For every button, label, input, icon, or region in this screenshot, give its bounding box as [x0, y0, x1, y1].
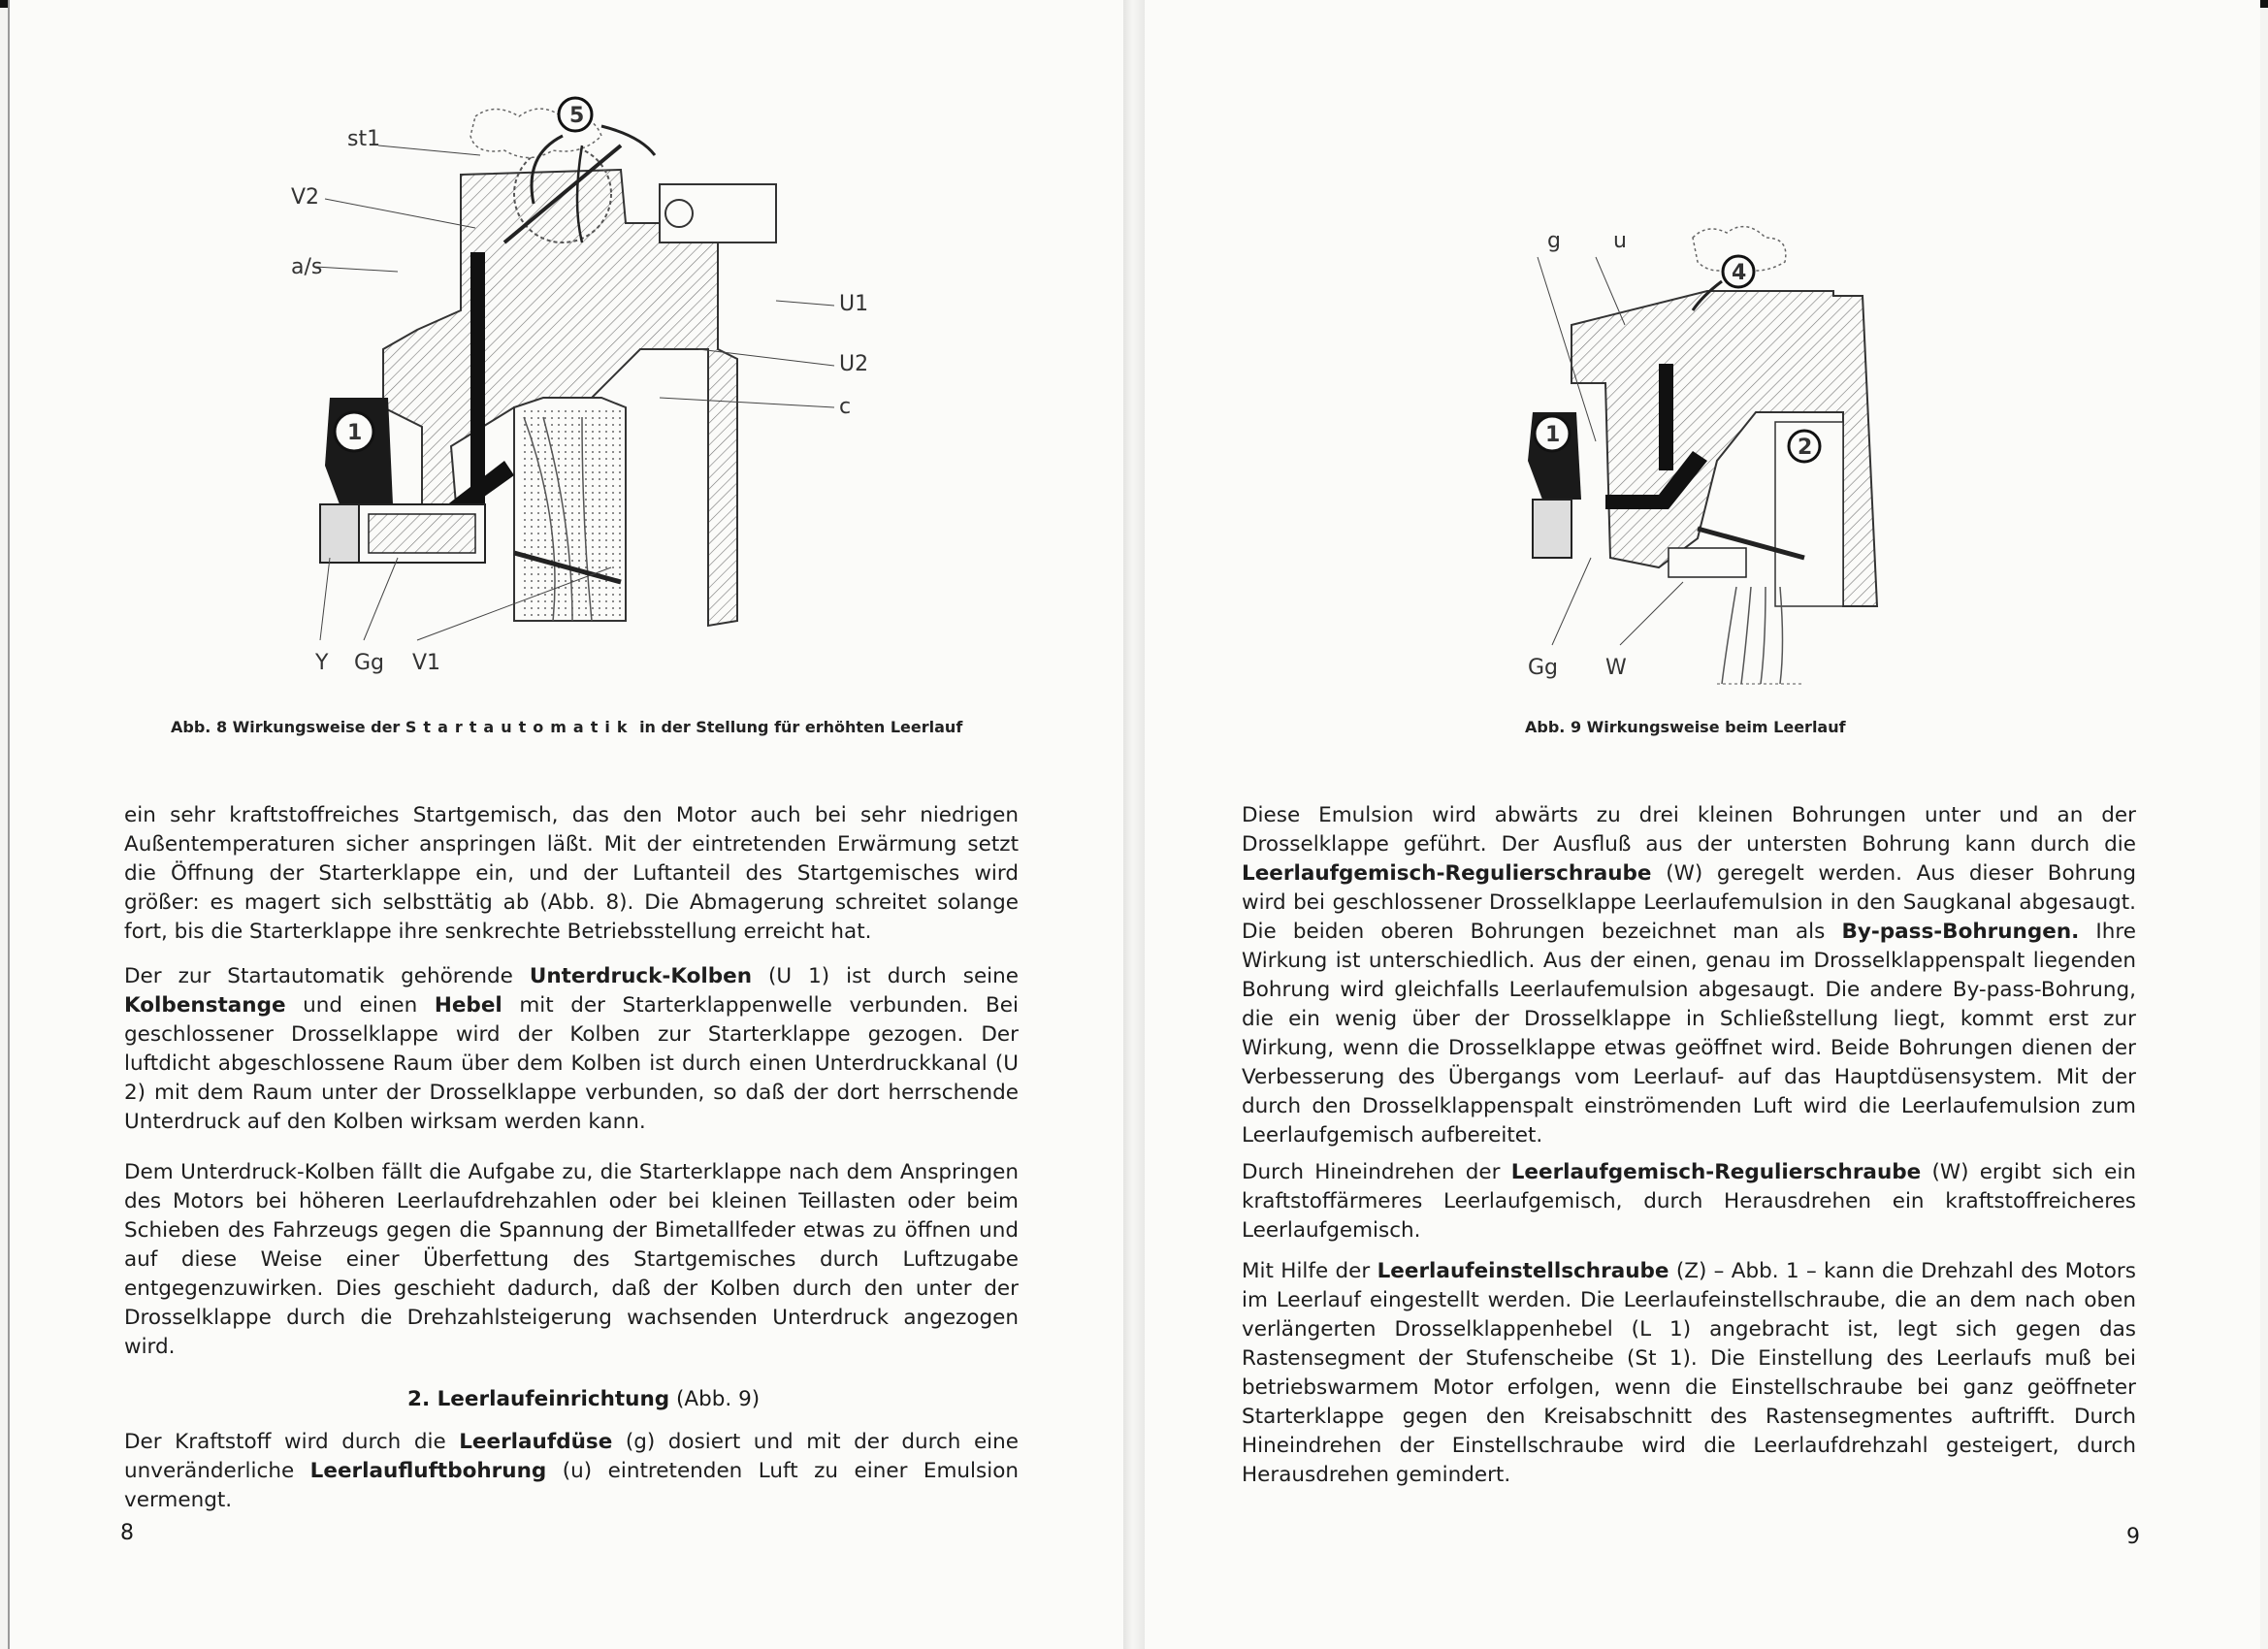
left-paragraph-2 — [124, 962, 1019, 1137]
figure-label: 1 — [1545, 423, 1561, 447]
figure-label: 4 — [1732, 261, 1747, 285]
section-heading — [407, 1387, 760, 1411]
figure-caption-abb8 — [171, 718, 962, 736]
text-run: (W) geregelt werden. Aus dieser Bohrung wird bei geschlossener Drosselklappe Leerlaufemulsion in den Saugkanal abgesaugt. Die beiden oberen Bohrungen bezeichnet man als — [1242, 861, 2136, 944]
figure-label: a/s — [291, 255, 323, 279]
figure-label: W — [1605, 656, 1627, 680]
text-run: (W) ergibt sich ein kraftstoffärmeres Leerlaufgemisch, durch Herausdrehen ein kraftstoffreicheres Leerlaufgemisch. — [1242, 1160, 2136, 1243]
bold-term: Hebel — [434, 993, 502, 1018]
text-run: Durch Hineindrehen der — [1242, 1160, 1511, 1184]
figure-label: 5 — [569, 104, 585, 128]
right-paragraph-2 — [1242, 1158, 2136, 1245]
text-run: (g) dosiert und mit der durch eine unveränderliche — [124, 1430, 1019, 1483]
figure-label: c — [839, 395, 852, 419]
text-run: (U 1) ist durch seine — [752, 964, 1020, 988]
bold-term: Leerlaufeinstellschraube — [1377, 1259, 1669, 1283]
book-gutter — [1123, 0, 1145, 1649]
figure-label: 2 — [1798, 436, 1813, 460]
figure-label: Gg — [1528, 656, 1559, 680]
text-run: Der zur Startautomatik gehörende — [124, 964, 530, 988]
page-number-right: 9 — [2126, 1525, 2140, 1549]
figure-abb9 — [1513, 218, 1921, 694]
figure-label: u — [1613, 229, 1627, 253]
figure-label: g — [1547, 229, 1561, 253]
right-paragraph-1 — [1242, 801, 2136, 1150]
heading-normal: (Abb. 9) — [669, 1387, 761, 1411]
bold-term: Leerlaufluftbohrung — [309, 1459, 547, 1483]
figure-label: U2 — [839, 352, 869, 376]
figure-abb8 — [291, 104, 892, 689]
text-run: (u) eintretenden Luft zu einer Emulsion vermengt. — [124, 1459, 1019, 1512]
text-run: (Z) – Abb. 1 – kann die Drehzahl des Motors im Leerlauf eingestellt werden. Die Leerlaufeinstellschraube, die an dem nach oben verlängerten Drosselklappenhebel (L 1) angebracht ist, legt sich gegen das Rastensegment der Stufenscheibe (St 1). Die Einstellung des Leerlaufs muß bei betriebswarmem Motor erfolgen, wenn die Einstellschraube bei ganz geöffneter Starterklappe gegen den Kreisabschnitt des Rastensegmentes auftrifft. Durch Hineindrehen der Einstellschraube wird die Leerlaufdrehzahl gesteigert, durch Herausdrehen gemindert. — [1242, 1259, 2136, 1487]
heading-bold: 2. Leerlaufeinrichtung — [407, 1387, 670, 1411]
figure-label: Y — [315, 651, 329, 675]
caption-prefix: Abb. 8 Wirkungsweise der — [171, 718, 401, 736]
figure-label: V1 — [412, 651, 441, 675]
text-run: Diese Emulsion wird abwärts zu drei kleinen Bohrungen unter und an der Drosselklappe geführt. Der Ausfluß aus der untersten Bohrung kann durch die — [1242, 803, 2136, 857]
bold-term: Unterdruck-Kolben — [529, 964, 753, 988]
right-paragraph-3 — [1242, 1257, 2136, 1490]
text-run: Der Kraftstoff wird durch die — [124, 1430, 460, 1454]
figure-caption-abb9: Abb. 9 Wirkungsweise beim Leerlauf — [1525, 718, 1846, 736]
bold-term: Leerlaufdüse — [459, 1430, 613, 1454]
figure-label: st1 — [347, 127, 381, 151]
figure-label: V2 — [291, 185, 320, 210]
left-paragraph-1: ein sehr kraftstoffreiches Startgemisch, das den Motor auch bei sehr niedrigen Außentemperaturen sicher anspringen läßt. Mit der eintretenden Erwärmung setzt die Öffnung der Starterklappe ein, und der Luftanteil des Startgemisches wird größer: es magert sich selbsttätig ab (Abb. 8). Die Abmagerung schreitet solange fort, bis die Starterklappe ihre senkrechte Betriebsstellung erreicht hat. — [124, 803, 1019, 944]
figure-label: Gg — [354, 651, 385, 675]
figure-label: 1 — [347, 421, 363, 445]
bold-term: Kolbenstange — [124, 993, 286, 1018]
bold-term: Leerlaufgemisch-Regulierschraube — [1242, 861, 1652, 886]
left-paragraph-4 — [124, 1428, 1019, 1515]
text-run: Mit Hilfe der — [1242, 1259, 1377, 1283]
text-run: Ihre Wirkung ist unterschiedlich. Aus der einen, genau im Drosselklappenspalt liegenden Bohrung wird gleichfalls Leerlaufemulsion abgesaugt. Die andere By-pass-Bohrung, die ein wenig über der Drosselklappe in Schließstellung liegt, kommt erst zur Wirkung, wenn die Drosselklappe etwas geöffnet wird. Beide Bohrungen dienen der Verbesserung des Übergangs vom Leerlauf- auf das Hauptdüsensystem. Mit der durch den Drosselklappenspalt einströmenden Luft wird die Leerlaufemulsion zum Leerlaufgemisch aufbereitet. — [1242, 920, 2136, 1148]
caption-spaced-word: Startautomatik — [405, 718, 634, 736]
text-run: mit der Starterklappenwelle verbunden. Bei geschlossener Drosselklappe wird der Kolben zur Starterklappe gezogen. Der luftdicht abgeschlossene Raum über dem Kolben ist durch einen Unterdruckkanal (U 2) mit dem Raum unter der Drosselklappe verbunden, so daß der dort herrschende Unterdruck auf den Kolben wirksam werden kann. — [124, 993, 1019, 1134]
left-paragraph-3: Dem Unterdruck-Kolben fällt die Aufgabe zu, die Starterklappe nach dem Anspringen des Motors bei höheren Leerlaufdrehzahlen oder bei kleinen Teillasten oder beim Schieben des Fahrzeugs gegen die Spannung der Bimetallfeder etwas zu öffnen und auf diese Weise einer Überfettung des Startgemisches durch Luftzugabe entgegenzuwirken. Dies geschieht dadurch, daß der Kolben durch den unter der Drosselklappe durch die Drehzahlsteigerung wachsenden Unterdruck angezogen wird. — [124, 1160, 1019, 1359]
bold-term: By-pass-Bohrungen. — [1841, 920, 2080, 944]
text-run: und einen — [285, 993, 435, 1018]
caption-suffix: in der Stellung für erhöhten Leerlauf — [639, 718, 963, 736]
figure-label: U1 — [839, 292, 869, 316]
page-number-left: 8 — [120, 1521, 134, 1545]
bold-term: Leerlaufgemisch-Regulierschraube — [1510, 1160, 1922, 1184]
